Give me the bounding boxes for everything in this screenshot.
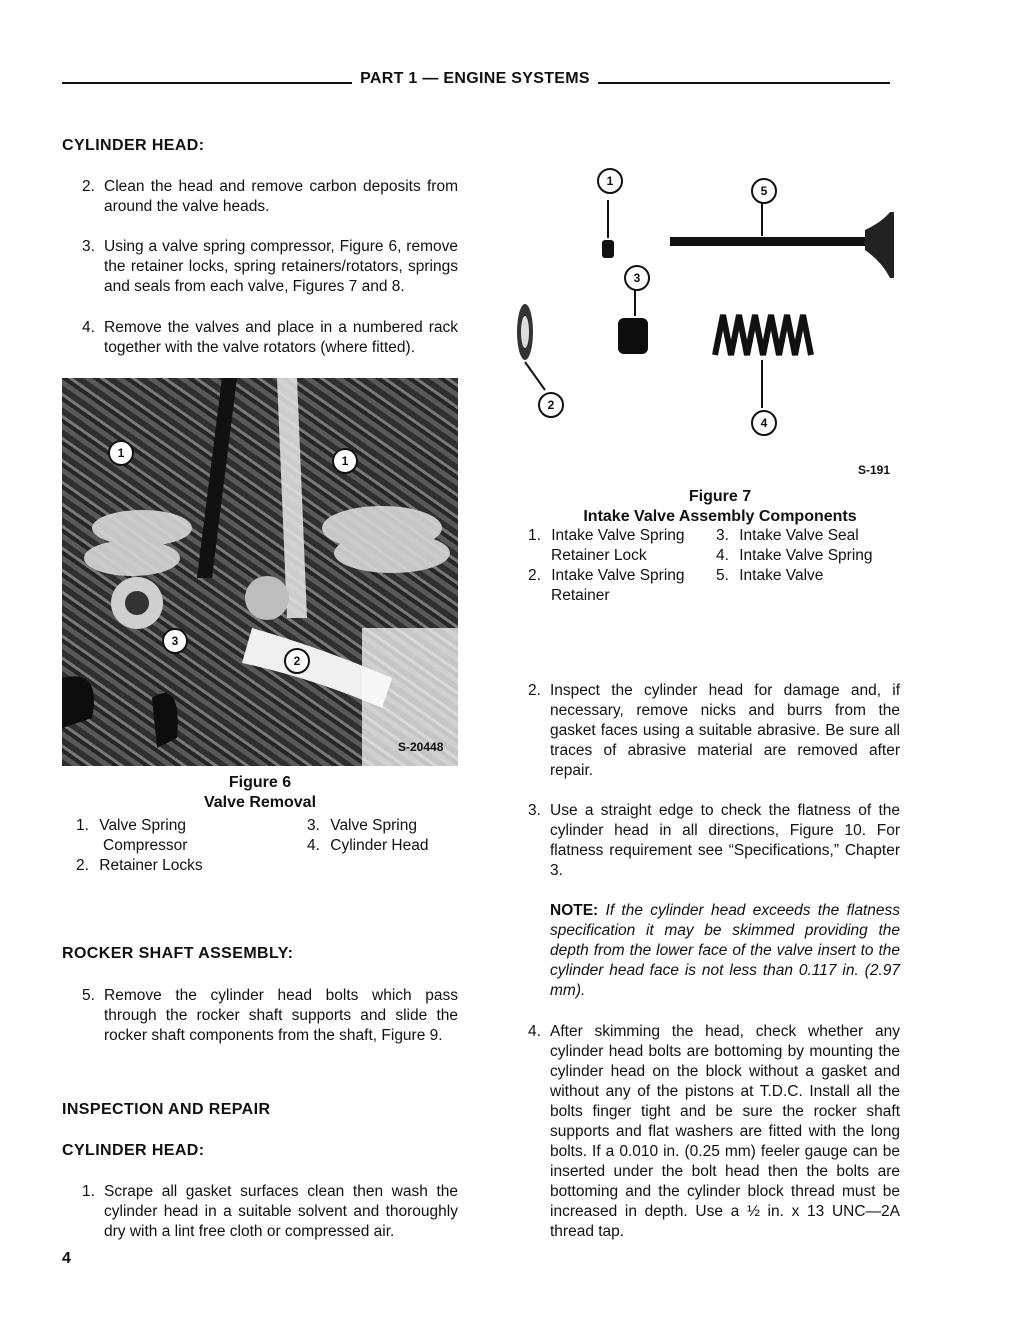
step-number: 2.: [82, 178, 95, 195]
step-4-remove-valves: [82, 318, 458, 358]
legend-item: 5. Intake Valve: [716, 567, 824, 584]
legend-item: 1. Intake Valve Spring: [528, 527, 685, 544]
step-5-rocker-shaft: [82, 986, 458, 1046]
figure-7-callout: 2: [538, 392, 564, 418]
figure-6-callout: 2: [284, 648, 310, 674]
legend-item-continued: Retainer: [551, 587, 610, 604]
legend-item: 2. Intake Valve Spring: [528, 567, 685, 584]
step-number: 5.: [82, 987, 95, 1004]
step-text: Clean the head and remove carbon deposits from around the valve heads.: [104, 178, 458, 215]
section-heading-cylinder-head-2: CYLINDER HEAD:: [62, 1142, 205, 1159]
legend-item: 4. Cylinder Head: [307, 837, 429, 854]
legend-item: 2. Retainer Locks: [76, 857, 203, 874]
header-rule-right: [598, 82, 890, 84]
legend-item: 3. Valve Spring: [307, 817, 417, 834]
note-text: If the cylinder head exceeds the flatness specification it may be skimmed providing the depth from the lower face of the valve insert to the cylinder head face is not less than 0.117 in. (2.97 mm).: [550, 902, 900, 999]
figure-7-stamp: S-191: [858, 463, 891, 477]
page-header-title: PART 1 — ENGINE SYSTEMS: [352, 70, 598, 88]
header-rule-left: [62, 82, 352, 84]
legend-item: 1. Valve Spring: [76, 817, 186, 834]
section-heading-cylinder-head: CYLINDER HEAD:: [62, 137, 205, 154]
step-number: 4.: [528, 1023, 541, 1040]
legend-item-continued: Retainer Lock: [551, 547, 647, 564]
figure-7-subtitle: Intake Valve Assembly Components: [583, 508, 857, 525]
figure-7-callout: 4: [751, 410, 777, 436]
legend-item: 4. Intake Valve Spring: [716, 547, 873, 564]
step-1-scrape-gasket: [82, 1182, 458, 1242]
step-number: 1.: [82, 1183, 95, 1200]
step-4-bolts-bottoming: [528, 1022, 900, 1242]
step-number: 3.: [82, 238, 95, 255]
note-skimming: [550, 901, 900, 1001]
step-2-clean-head: [82, 177, 458, 217]
figure-7-callout: 1: [597, 168, 623, 194]
step-3-straight-edge: [528, 801, 900, 881]
step-number: 2.: [528, 682, 541, 699]
figure-6-title: Figure 6: [228, 774, 292, 791]
figure-6-caption: [160, 773, 360, 813]
step-text: Scrape all gasket surfaces clean then wash the cylinder head in a suitable solvent and thoroughly dry with a lint free cloth or compressed air.: [104, 1183, 458, 1240]
figure-6-stamp: S-20448: [398, 740, 444, 754]
figure-7-title: Figure 7: [688, 488, 752, 505]
figure-6-callout: 1: [108, 440, 134, 466]
figure-6-photo: [62, 378, 458, 766]
step-text: Using a valve spring compressor, Figure 6, remove the retainer locks, spring retainers/rotators, springs and seals from each valve, Figures 7 and 8.: [104, 238, 458, 295]
note-label: NOTE:: [550, 902, 599, 919]
section-heading-rocker-shaft: ROCKER SHAFT ASSEMBLY:: [62, 945, 294, 962]
figure-7-legend: [528, 526, 898, 608]
step-number: 3.: [528, 802, 541, 819]
page-number: 4: [62, 1250, 71, 1267]
figure-7-callout: 5: [751, 178, 777, 204]
step-text: Inspect the cylinder head for damage and, if necessary, remove nicks and burrs from the gasket faces using a suitable abrasive. Be sure all traces of abrasive material are removed after repair.: [550, 682, 900, 779]
step-text: After skimming the head, check whether any cylinder head bolts are bottoming by mounting the cylinder head on the block without a gasket and without any of the pistons at T.D.C. Install all the bolts finger tight and be sure the rocker shaft supports and flat washers are fitted with the long bolts. If a 0.010 in. (0.25 mm) feeler gauge can be inserted under the bolt head then the bolts are bottoming and the cylinder block thread must be increased in depth. Use a ½ in. x 13 UNC—2A thread tap.: [550, 1023, 900, 1240]
legend-item-continued: Compressor: [103, 837, 188, 854]
step-2-inspect-head: [528, 681, 900, 781]
figure-6-legend: [62, 816, 458, 878]
step-text: Use a straight edge to check the flatness of the cylinder head in all directions, Figure 10. For flatness requirement see “Specifications,” Chapter 3.: [550, 802, 900, 879]
figure-7-caption: [530, 487, 910, 527]
step-text: Remove the valves and place in a numbered rack together with the valve rotators (where fitted).: [104, 319, 458, 356]
figure-7-callout: 3: [624, 265, 650, 291]
step-number: 4.: [82, 319, 95, 336]
figure-6-photo-art: [62, 378, 458, 766]
figure-6-callout: 3: [162, 628, 188, 654]
legend-item: 3. Intake Valve Seal: [716, 527, 859, 544]
figure-7-illustration: [510, 150, 900, 480]
figure-6-subtitle: Valve Removal: [203, 794, 317, 811]
figure-6-callout: 1: [332, 448, 358, 474]
section-heading-inspection-repair: INSPECTION AND REPAIR: [62, 1101, 271, 1118]
step-text: Remove the cylinder head bolts which pass through the rocker shaft supports and slide the rocker shaft components from the shaft, Figure 9.: [104, 987, 458, 1044]
step-3-valve-spring-compressor: [82, 237, 458, 297]
